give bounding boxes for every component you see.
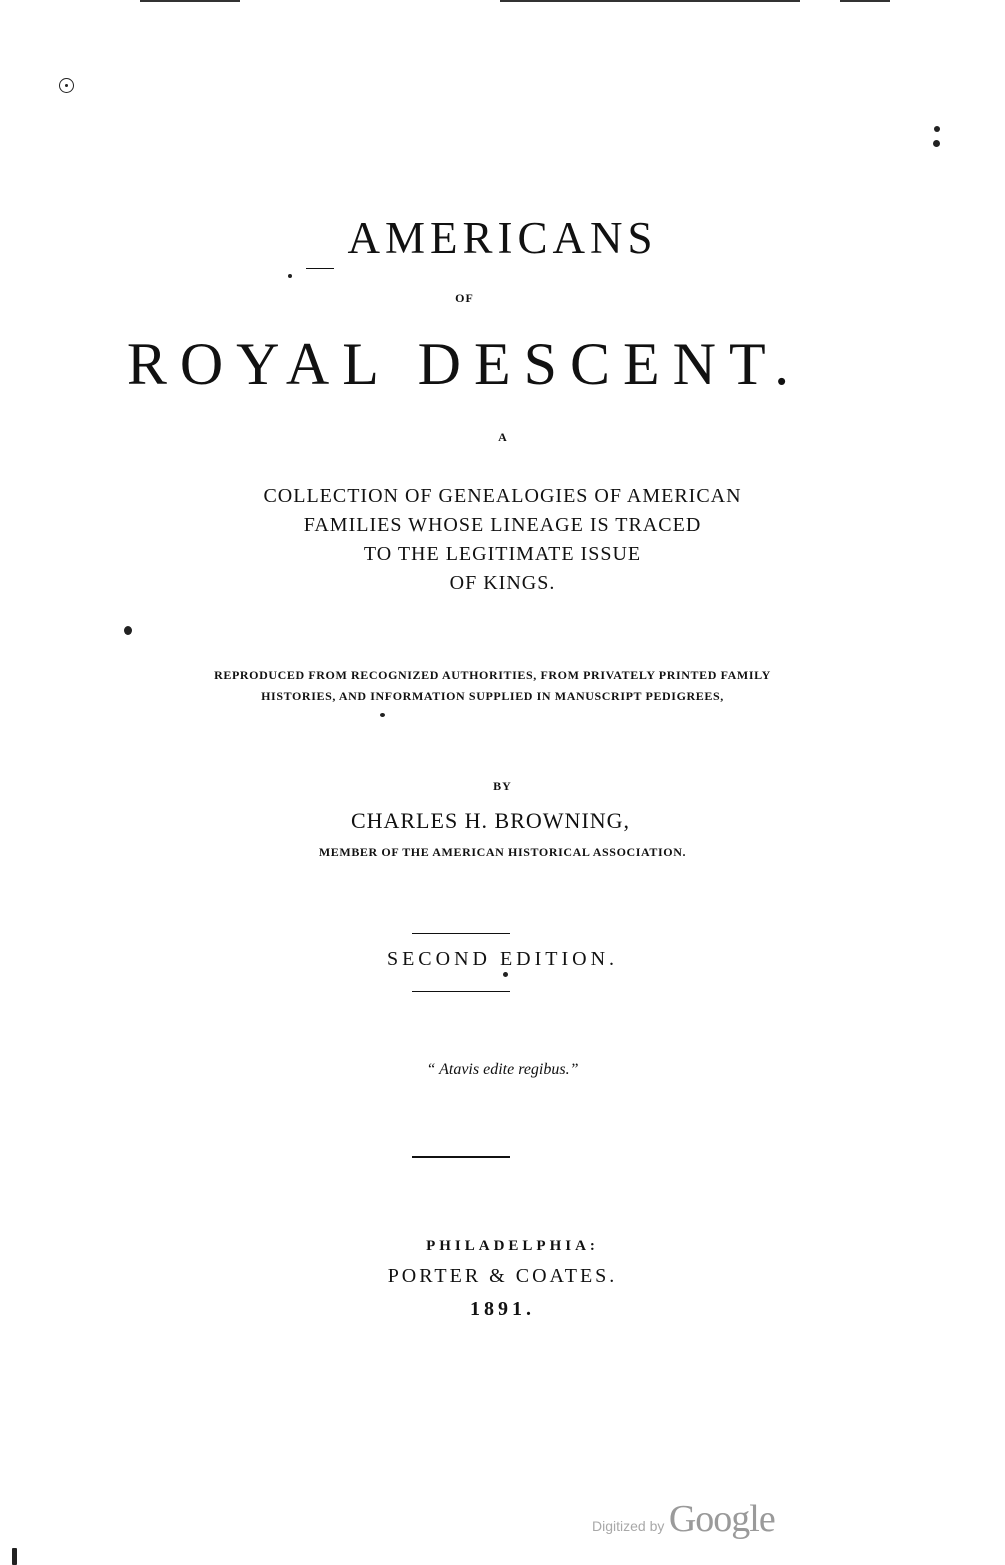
edition-label: SECOND EDITION. (386, 948, 619, 970)
scan-edge-mark (500, 0, 800, 2)
scan-speck (503, 972, 508, 977)
book-title-line-2: ROYAL DESCENT. (126, 331, 803, 397)
divider-rule (412, 1156, 510, 1158)
google-logo: Google (668, 1498, 775, 1540)
author-affiliation: MEMBER OF THE AMERICAN HISTORICAL ASSOCIATION. (318, 845, 687, 859)
scan-speck (124, 626, 132, 635)
scan-speck (380, 713, 385, 717)
subtitle-block (0, 482, 1005, 598)
publisher-name: PORTER & COATES. (387, 1265, 618, 1287)
scan-edge-mark (140, 0, 240, 2)
author-name: CHARLES H. BROWNING, (350, 808, 631, 833)
title-connector: OF (455, 291, 474, 305)
reproduced-line: HISTORIES, AND INFORMATION SUPPLIED IN MANUSCRIPT PEDIGREES, (261, 689, 724, 703)
scan-circle-mark (59, 78, 74, 93)
reproduced-note (0, 665, 995, 707)
watermark-prefix: Digitized by (592, 1518, 665, 1534)
subtitle-line: FAMILIES WHOSE LINEAGE IS TRACED (303, 514, 702, 536)
publication-year: 1891. (470, 1298, 535, 1320)
scan-edge-mark (840, 0, 890, 2)
by-label: BY (493, 779, 512, 793)
divider-rule (412, 933, 510, 934)
book-title-line-1: AMERICANS (347, 213, 658, 263)
subtitle-line: OF KINGS. (449, 572, 556, 594)
reproduced-line: REPRODUCED FROM RECOGNIZED AUTHORITIES, FROM PRIVATELY PRINTED FAMILY (214, 668, 771, 682)
scan-speck (12, 1548, 17, 1565)
scan-speck (934, 126, 940, 132)
publication-place: PHILADELPHIA: (426, 1238, 599, 1254)
title-underline-mark (306, 268, 334, 269)
divider-rule (412, 991, 510, 992)
subtitle-article: A (498, 430, 507, 444)
scan-speck (933, 140, 940, 147)
scan-speck (288, 274, 292, 278)
subtitle-line: TO THE LEGITIMATE ISSUE (363, 543, 642, 565)
digitized-watermark (592, 1497, 775, 1541)
subtitle-line: COLLECTION OF GENEALOGIES OF AMERICAN (263, 485, 742, 507)
motto: “ Atavis edite regibus.” (426, 1061, 579, 1078)
